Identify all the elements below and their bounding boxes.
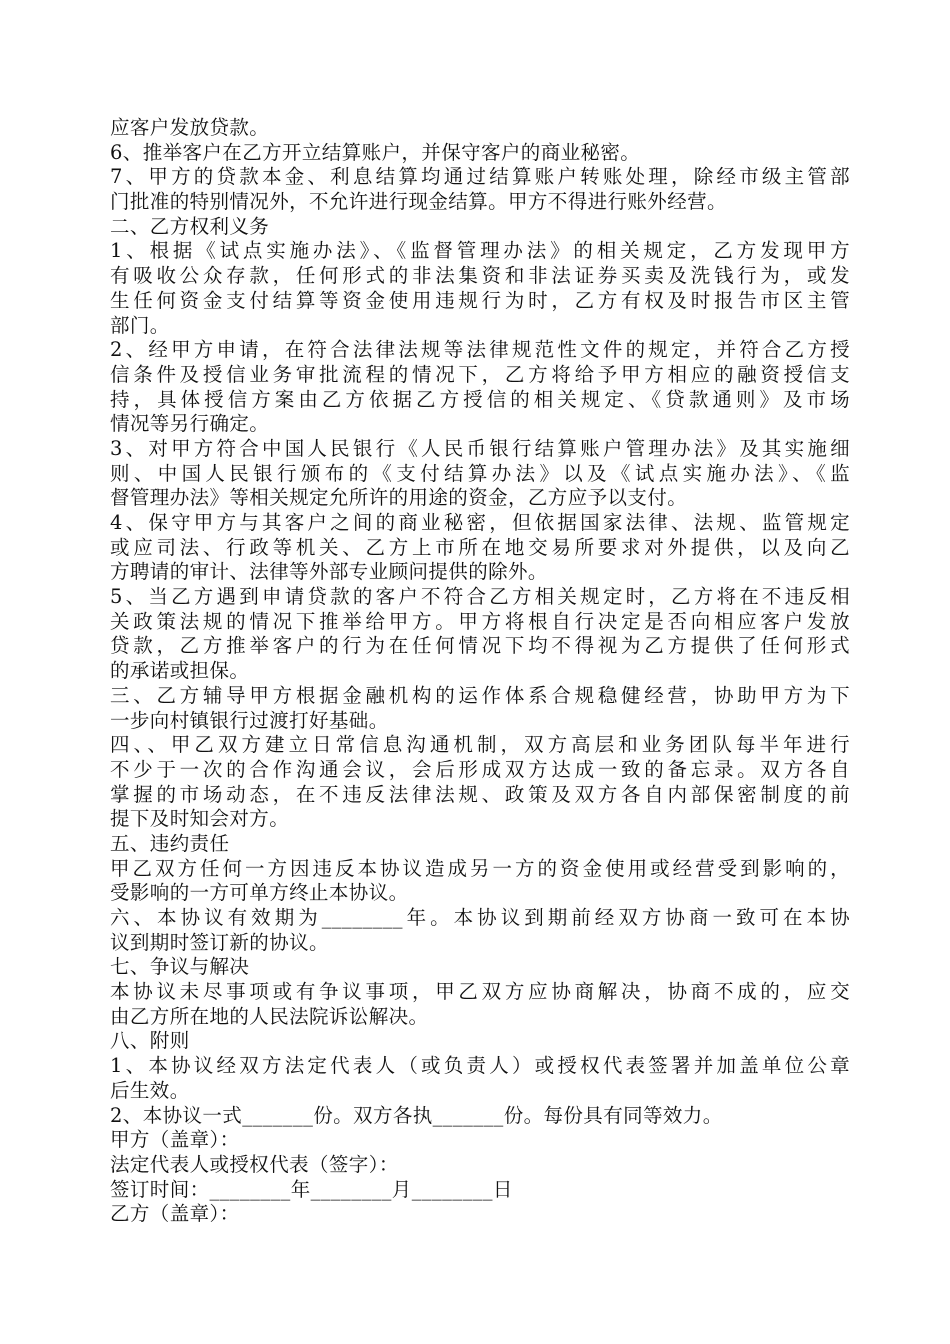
document-line: 2、本协议一式_______份。双方各执_______份。每份具有同等效力。: [110, 1103, 723, 1127]
document-line: 6、推举客户在乙方开立结算账户，并保守客户的商业秘密。: [110, 140, 641, 164]
document-line: 本协议未尽事项或有争议事项，甲乙双方应协商解决，协商不成的，应交: [110, 980, 850, 1004]
document-line: 乙方（盖章）：: [110, 1202, 240, 1226]
document-line: 1、根据《试点实施办法》、《监督管理办法》的相关规定，乙方发现甲方: [110, 239, 850, 263]
document-line: 由乙方所在地的人民法院诉讼解决。: [110, 1004, 429, 1028]
document-line: 不少于一次的合作沟通会议，会后形成双方达成一致的备忘录。双方各自: [110, 757, 850, 781]
document-line: 2、经甲方申请，在符合法律法规等法律规范性文件的规定，并符合乙方授: [110, 338, 850, 362]
document-line: 一步向村镇银行过渡打好基础。: [110, 708, 389, 732]
document-line: 后生效。: [110, 1078, 190, 1102]
document-line: 四、、甲乙双方建立日常信息沟通机制，双方高层和业务团队每半年进行: [110, 733, 850, 757]
document-line: 七、争议与解决: [110, 955, 250, 979]
document-page: [110, 116, 850, 1227]
document-line: 法定代表人或授权代表（签字）：: [110, 1152, 399, 1176]
document-line: 提下及时知会对方。: [110, 807, 290, 831]
document-line: 5、当乙方遇到申请贷款的客户不符合乙方相关规定时，乙方将在不违反相: [110, 585, 850, 609]
document-line: 应客户发放贷款。: [110, 116, 270, 139]
document-line: 持，具体授信方案由乙方依据乙方授信的相关规定、《贷款通则》及市场: [110, 387, 850, 411]
document-line: 7、甲方的贷款本金、利息结算均通过结算账户转账处理，除经市级主管部: [110, 165, 850, 189]
document-line: 甲乙双方任何一方因违反本协议造成另一方的资金使用或经营受到影响的，: [110, 856, 850, 880]
document-line: 信条件及授信业务审批流程的情况下，乙方将给予甲方相应的融资授信支: [110, 362, 850, 386]
document-line: 部门。: [110, 313, 170, 337]
document-line: 二、乙方权利义务: [110, 214, 270, 238]
document-line: 有吸收公众存款，任何形式的非法集资和非法证券买卖及洗钱行为，或发: [110, 264, 850, 288]
document-line: 受影响的一方可单方终止本协议。: [110, 881, 409, 905]
document-line: 生任何资金支付结算等资金使用违规行为时，乙方有权及时报告市区主管: [110, 288, 850, 312]
document-line: 的承诺或担保。: [110, 659, 250, 683]
document-line: 或应司法、行政等机关、乙方上市所在地交易所要求对外提供，以及向乙: [110, 535, 850, 559]
document-line: 掌握的市场动态，在不违反法律法规、政策及双方各自内部保密制度的前: [110, 782, 850, 806]
document-line: 关政策法规的情况下推举给甲方。甲方将根自行决定是否向相应客户发放: [110, 609, 850, 633]
document-line: 贷款，乙方推举客户的行为在任何情况下均不得视为乙方提供了任何形式: [110, 634, 850, 658]
document-line: 六、本协议有效期为________年。本协议到期前经双方协商一致可在本协: [110, 906, 850, 929]
document-line: 签订时间：________年________月________日: [110, 1177, 513, 1201]
document-line: 则、中国人民银行颁布的《支付结算办法》以及《试点实施办法》、《监: [110, 461, 850, 485]
document-line: 4、保守甲方与其客户之间的商业秘密，但依据国家法律、法规、监管规定: [110, 511, 850, 534]
document-line: 督管理办法》等相关规定允所许的用途的资金，乙方应予以支付。: [110, 486, 688, 510]
document-line: 甲方（盖章）：: [110, 1128, 240, 1152]
document-line: 五、违约责任: [110, 831, 230, 855]
document-line: 议到期时签订新的协议。: [110, 930, 329, 954]
document-line: 三、乙方辅导甲方根据金融机构的运作体系合规稳健经营，协助甲方为下: [110, 683, 850, 707]
document-line: 八、附则: [110, 1029, 190, 1053]
document-line: 3、对甲方符合中国人民银行《人民币银行结算账户管理办法》及其实施细: [110, 436, 850, 460]
document-line: 方聘请的审计、法律等外部专业顾问提供的除外。: [110, 560, 548, 584]
document-line: 门批准的特别情况外，不允许进行现金结算。甲方不得进行账外经营。: [110, 190, 727, 214]
document-line: 1、本协议经双方法定代表人（或负责人）或授权代表签署并加盖单位公章: [110, 1054, 850, 1078]
document-line: 情况等另行确定。: [110, 412, 270, 436]
